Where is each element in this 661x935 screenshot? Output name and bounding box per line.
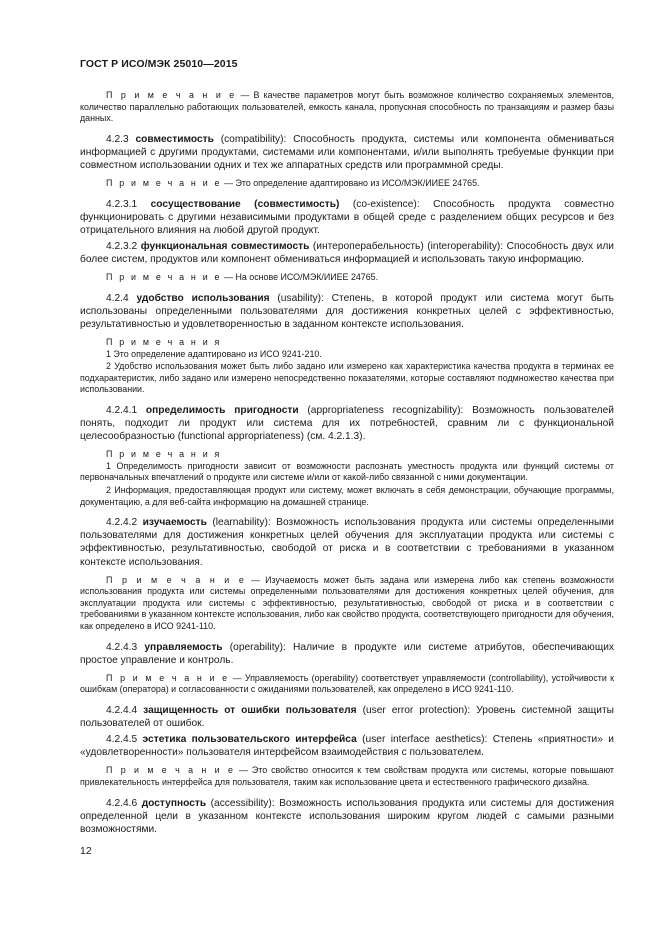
clause-4-2-4-6: [80, 797, 614, 836]
clause-number: 4.2.4.5: [106, 734, 143, 746]
page-number: 12: [80, 845, 92, 857]
note-dash: —: [221, 178, 236, 189]
note-dash: —: [245, 574, 266, 585]
note-recognizability-1: 1 Определимость пригодности зависит от возможности распознать уместность продукта или функций системы от первоначальных впечатлений о продукте или системе и/или от какой-либо связанной с ними документации.: [80, 460, 614, 483]
note-learnability: [80, 575, 614, 633]
note-label: П р и м е ч а н и е: [106, 90, 237, 100]
notes-heading: П р и м е ч а н и я: [106, 337, 222, 347]
clause-number: 4.2.3.2: [106, 240, 141, 252]
note-text: Это определение адаптировано из ИСО/МЭК/ИИЕЕ 24765.: [235, 178, 480, 189]
note-label: П р и м е ч а н и е: [106, 272, 222, 283]
note-operability: [80, 673, 614, 696]
clause-text: (user error protection): Уровень системной защиты пользователей от ошибок.: [80, 704, 614, 730]
note-compatibility: [80, 178, 614, 190]
clause-term: защищенность от ошибки пользователя: [143, 704, 357, 716]
clause-text: (appropriateness recognizability): Возможность пользователей понять, подходит ли продукт или система для их потребностей, сравним ли с функциональной целесообразностью (functional appropriateness) (см. 4.2.1.3).: [80, 404, 614, 443]
clause-term: удобство использования: [136, 292, 270, 304]
clause-term: доступность: [141, 797, 207, 809]
document-body: [80, 90, 614, 839]
note-text: Это свойство относится к тем свойствам продукта или системы, которые повышают привлекательность интерфейса для пользователя, таким как использование цвета и естественного графического дизайна.: [80, 765, 615, 787]
clause-term: изучаемость: [142, 517, 207, 529]
clause-term: определимость пригодности: [145, 404, 299, 416]
clause-4-2-4-1: [80, 404, 614, 443]
clause-term: функциональная совместимость: [140, 240, 310, 252]
clause-text: (accessibility): Возможность использования продукта или системы для достижения определенной цели в указанном контексте использования широким кругом людей с самыми разными возможностями.: [80, 797, 614, 835]
clause-number: 4.2.3: [106, 133, 136, 145]
clause-text: (интероперабельность) (interoperability): Способность двух или более систем, продуктов или компонент обмениваться информацией и использовать такую информацию.: [80, 240, 614, 266]
note-dash: —: [235, 765, 252, 776]
note-usability-2: 2 Удобство использования может быть либо задано или измерено как характеристика качества продукта в терминах ее подхарактеристик, либо задано или измерено непосредственно показателями, которые составляют подмножество качества при использовании.: [80, 361, 614, 395]
clause-term: сосуществование (совместимость): [150, 198, 340, 210]
clause-4-2-3: [80, 133, 614, 172]
clause-4-2-3-1: [80, 198, 614, 237]
clause-number: 4.2.4.3: [106, 641, 145, 653]
note-label: П р и м е ч а н и е: [106, 574, 246, 585]
note-text: В качестве параметров могут быть возможное количество сохраняемых элементов, количество параллельно работающих пользователей, емкость канала, пропускная способность по транзакциям и размер базы данных.: [80, 90, 614, 124]
note-text: Управляемость (operability) соответствует управляемости (controllability), устойчивости к ошибкам (оператора) и согласованности с ожиданиями пользователей, как определено в ИСО 9241-110.: [80, 672, 615, 695]
note-parameters: [80, 90, 614, 125]
note-label: П р и м е ч а н и е: [106, 672, 230, 683]
clause-number: 4.2.4.2: [106, 517, 143, 529]
note-text: На основе ИСО/МЭК/ИИЕЕ 24765.: [235, 272, 379, 283]
note-usability-1: 1 Это определение адаптировано из ИСО 9241-210.: [106, 348, 322, 359]
note-dash: —: [221, 272, 236, 283]
clause-4-2-4: [80, 292, 614, 331]
note-dash: —: [236, 90, 254, 100]
note-aesthetics: [80, 765, 614, 788]
clause-text: (usability): Степень, в которой продукт или система могут быть использованы определенными пользователями для достижения конкретных целей с эффективностью, результативностью и удовлетворенностью в заданном контексте использования.: [80, 292, 614, 330]
document-header: ГОСТ Р ИСО/МЭК 25010—2015: [80, 58, 238, 70]
clause-text: (operability): Наличие в продукте или системе атрибутов, обеспечивающих простое управление и контроль.: [80, 641, 614, 666]
note-interoperability: [80, 272, 614, 284]
note-recognizability-2: 2 Информация, предоставляющая продукт или систему, может включать в себя демонстрации, обучающие программы, документацию, а для веб-сайта информацию на домашней странице.: [80, 485, 614, 507]
clause-number: 4.2.4: [106, 292, 137, 304]
clause-text: (user interface aesthetics): Степень «приятности» и «удовлетворенности» пользователя интерфейсом взаимодействия с пользователем.: [80, 734, 614, 759]
clause-term: совместимость: [135, 133, 214, 145]
clause-number: 4.2.3.1: [106, 198, 151, 210]
clause-4-2-4-2: [80, 516, 614, 568]
note-dash: —: [229, 672, 245, 683]
note-text: Изучаемость может быть задана или измерена либо как степень возможности использования продукта или системы определенными пользователями для достижения конкретных целей обучения, для эксплуатации продукта или системы с эффективностью, результативностью, свободой от риска и в соответствии с требованиями в указанном контексте использования, либо как свойство продукта, соответствующего пригодности для обучения, как определено в ИСО 9241-110.: [80, 574, 615, 631]
clause-term: эстетика пользовательского интерфейса: [142, 734, 357, 746]
clause-4-2-4-3: [80, 641, 614, 667]
clause-number: 4.2.4.6: [106, 797, 142, 809]
note-label: П р и м е ч а н и е: [106, 765, 236, 776]
clause-number: 4.2.4.4: [106, 704, 144, 716]
note-label: П р и м е ч а н и е: [106, 178, 222, 189]
clause-4-2-4-5: [80, 733, 614, 759]
clause-text: (co-existence): Способность продукта совместно функционировать с другими независимыми продуктами в общей среде с разделением общих ресурсов и без отрицательного влияния на любой другой продукт.: [80, 198, 614, 236]
clause-text: (learnability): Возможность использования продукта или системы определенными пользователями для достижения конкретных целей обучения для эксплуатации продукта или системы с эффективностью, результативностью, свободой от риска и в соответствии с требованиями в указанном контексте использования.: [80, 517, 614, 568]
clause-4-2-4-4: [80, 704, 614, 730]
clause-4-2-3-2: [80, 240, 614, 266]
clause-number: 4.2.4.1: [106, 404, 146, 416]
clause-term: управляемость: [144, 641, 223, 653]
notes-heading: П р и м е ч а н и я: [106, 449, 222, 460]
clause-text: (compatibility): Способность продукта, системы или компонента обмениваться информацией с другими продуктами, системами или компонентами, и/или выполнять требуемые функции при совместном использовании одних и тех же аппаратных средств или программной среды.: [80, 133, 614, 171]
